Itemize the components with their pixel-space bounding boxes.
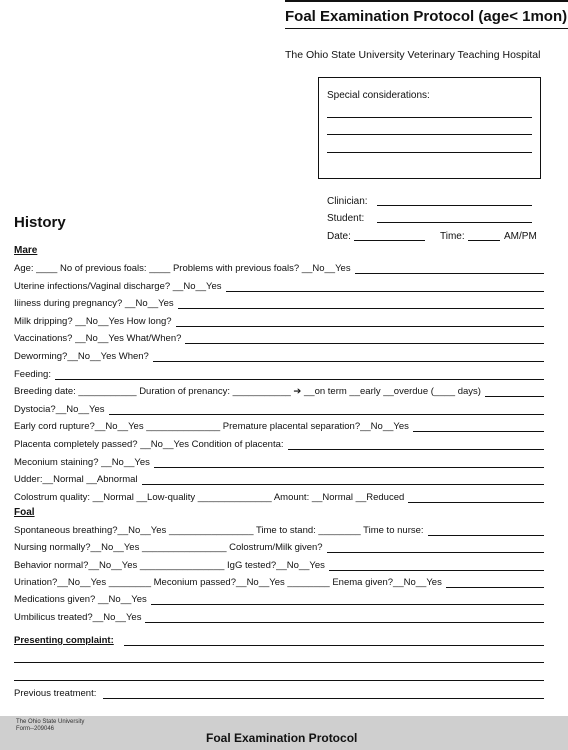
form-row: Nursing normally?__No__Yes ________________ Colostrum/Milk given? <box>14 542 323 554</box>
answer-line[interactable] <box>153 361 544 362</box>
form-row: Milk dripping? __No__Yes How long? <box>14 315 172 327</box>
previous-treatment-line[interactable] <box>103 698 544 699</box>
answer-line[interactable] <box>428 535 544 536</box>
answer-line[interactable] <box>176 326 544 327</box>
answer-line[interactable] <box>109 414 544 415</box>
answer-line[interactable] <box>151 604 544 605</box>
ampm-label: AM/PM <box>504 231 537 242</box>
form-row: Udder:__Normal __Abnormal <box>14 474 138 486</box>
presenting-complaint-line[interactable] <box>14 662 544 663</box>
time-field[interactable] <box>468 240 500 241</box>
form-row: Placenta completely passed? __No__Yes Condition of placenta: <box>14 439 284 450</box>
footer-institution: The Ohio State University <box>16 719 85 725</box>
special-considerations-label: Special considerations: <box>327 90 430 101</box>
form-row: Meconium staining? __No__Yes <box>14 456 150 468</box>
answer-line[interactable] <box>446 587 544 588</box>
hospital-name: The Ohio State University Veterinary Teaching Hospital <box>285 49 541 61</box>
answer-line[interactable] <box>408 502 544 503</box>
footer-title: Foal Examination Protocol <box>206 731 358 745</box>
answer-line[interactable] <box>142 484 544 485</box>
history-heading: History <box>14 214 66 231</box>
form-row: Urination?__No__Yes ________ Meconium passed?__No__Yes ________ Enema given?__No__Yes <box>14 576 442 588</box>
page-title: Foal Examination Protocol (age< 1mon) <box>285 8 568 25</box>
form-row: Breeding date: ___________ Duration of prenancy: ___________ ➔ __on term __early __overdue (____ days) <box>14 386 481 398</box>
special-line[interactable] <box>327 117 532 118</box>
form-row: Age: ____ No of previous foals: ____ Problems with previous foals? __No__Yes <box>14 263 351 274</box>
form-row: Deworming?__No__Yes When? <box>14 351 149 362</box>
answer-line[interactable] <box>329 570 544 571</box>
presenting-complaint-label: Presenting complaint: <box>14 635 114 646</box>
form-row: Iiiness during pregnancy? __No__Yes <box>14 298 174 310</box>
student-label: Student: <box>327 213 365 224</box>
form-row: Vaccinations? __No__Yes What/When? <box>14 333 182 345</box>
answer-line[interactable] <box>185 343 544 344</box>
foal-heading: Foal <box>14 507 35 518</box>
answer-line[interactable] <box>288 449 544 450</box>
student-field[interactable] <box>377 222 532 223</box>
answer-line[interactable] <box>327 552 544 553</box>
title-rule-bottom <box>285 28 568 29</box>
date-field[interactable] <box>354 240 425 241</box>
presenting-complaint-line[interactable] <box>14 680 544 681</box>
answer-line[interactable] <box>145 622 544 623</box>
form-row: Medications given? __No__Yes <box>14 594 147 606</box>
answer-line[interactable] <box>355 273 544 274</box>
form-row: Umbilicus treated?__No__Yes <box>14 611 142 623</box>
previous-treatment-label: Previous treatment: <box>14 688 97 699</box>
time-label: Time: <box>440 231 465 242</box>
form-row: Spontaneous breathing?__No__Yes ________________ Time to stand: ________ Time to nurse: <box>14 525 424 536</box>
clinician-label: Clinician: <box>327 196 368 207</box>
special-line[interactable] <box>327 152 532 153</box>
form-row: Early cord rupture?__No__Yes ______________ Premature placental separation?__No__Yes <box>14 421 409 433</box>
form-row: Feeding: <box>14 368 51 380</box>
answer-line[interactable] <box>226 291 544 292</box>
clinician-field[interactable] <box>377 205 532 206</box>
presenting-complaint-line[interactable] <box>124 645 544 646</box>
form-row: Behavior normal?__No__Yes ________________ IgG tested?__No__Yes <box>14 559 325 571</box>
answer-line[interactable] <box>154 467 544 468</box>
date-label: Date: <box>327 231 351 242</box>
footer-form-number: Form--209046 <box>16 726 55 732</box>
form-row: Uterine infections/Vaginal discharge? __No__Yes <box>14 280 222 292</box>
title-rule-top <box>285 0 568 2</box>
answer-line[interactable] <box>485 396 544 397</box>
answer-line[interactable] <box>55 379 544 380</box>
form-row: Colostrum quality: __Normal __Low-quality ______________ Amount: __Normal __Reduced <box>14 491 405 503</box>
answer-line[interactable] <box>178 308 544 309</box>
form-row: Dystocia?__No__Yes <box>14 403 105 415</box>
mare-heading: Mare <box>14 245 38 256</box>
answer-line[interactable] <box>413 431 544 432</box>
special-line[interactable] <box>327 134 532 135</box>
